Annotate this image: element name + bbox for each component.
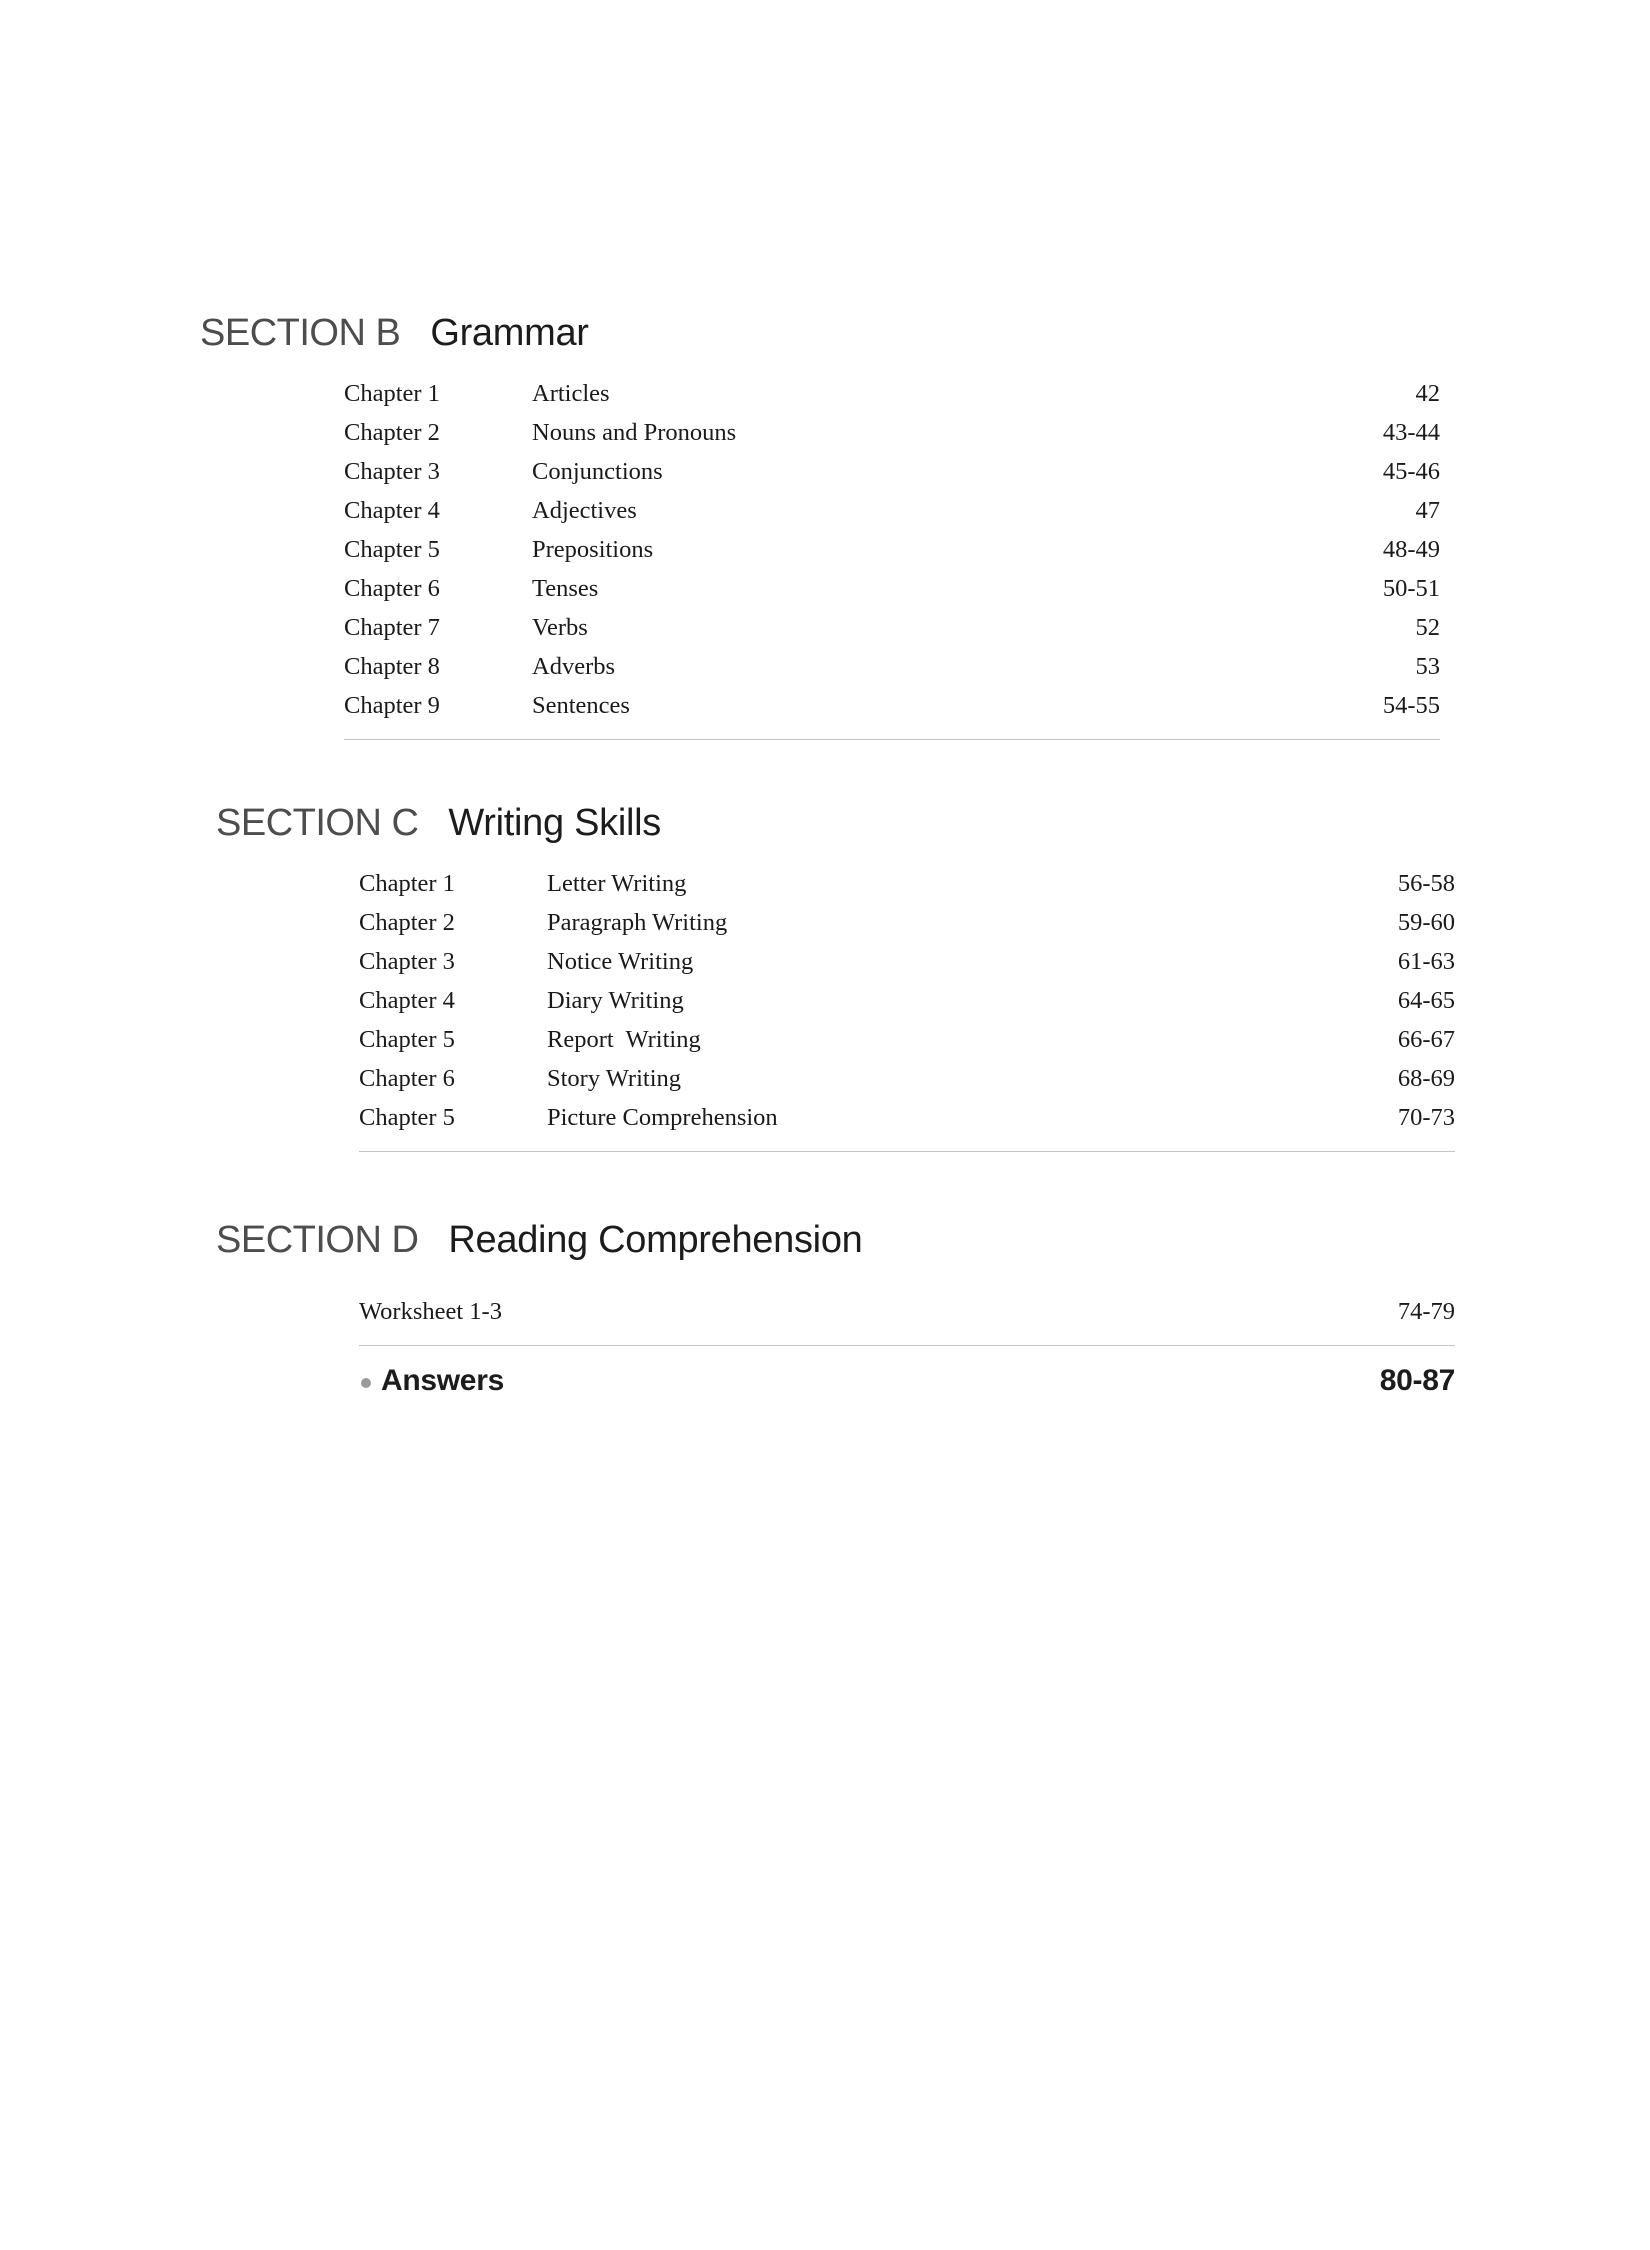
chapter-label: Chapter 8 (344, 653, 440, 680)
worksheet-label: Worksheet 1-3 (359, 1298, 502, 1325)
chapter-label: Chapter 2 (359, 909, 455, 936)
chapter-label: Chapter 6 (344, 575, 440, 602)
chapter-label: Chapter 5 (359, 1026, 455, 1053)
page-range: 70-73 (1397, 1104, 1455, 1131)
page-range: 45-46 (1382, 458, 1440, 485)
chapter-topic: Letter Writing (547, 870, 687, 897)
answers-entry[interactable] (359, 1360, 1455, 1410)
chapter-label: Chapter 9 (344, 692, 440, 719)
page-range: 53 (1415, 653, 1440, 680)
page-range: 52 (1415, 614, 1440, 641)
toc-row[interactable] (344, 374, 1440, 413)
page-range: 42 (1415, 380, 1440, 407)
section-b-tag: SECTION B (200, 312, 401, 354)
section-b-heading (200, 312, 589, 372)
chapter-topic: Picture Comprehension (547, 1104, 778, 1131)
section-c (216, 802, 661, 862)
chapter-topic: Prepositions (532, 536, 654, 563)
page-range: 66-67 (1397, 1026, 1455, 1053)
chapter-label: Chapter 1 (359, 870, 455, 897)
toc-row[interactable] (359, 1292, 1455, 1331)
toc-row[interactable] (344, 608, 1440, 647)
chapter-topic: Adverbs (532, 653, 616, 680)
section-c-title: Writing Skills (448, 802, 661, 844)
toc-row[interactable] (359, 864, 1455, 903)
toc-row[interactable] (359, 903, 1455, 942)
section-c-heading (216, 802, 661, 862)
chapter-label: Chapter 6 (359, 1065, 455, 1092)
chapter-topic: Paragraph Writing (547, 909, 728, 936)
chapter-label: Chapter 2 (344, 419, 440, 446)
page-range: 54-55 (1382, 692, 1440, 719)
chapter-label: Chapter 5 (359, 1104, 455, 1131)
chapter-topic: Diary Writing (547, 987, 684, 1014)
section-c-tag: SECTION C (216, 802, 419, 844)
section-b-title: Grammar (430, 312, 589, 354)
chapter-label: Chapter 5 (344, 536, 440, 563)
page-range: 56-58 (1397, 870, 1455, 897)
page-range: 61-63 (1397, 948, 1455, 975)
chapter-label: Chapter 1 (344, 380, 440, 407)
chapter-label: Chapter 4 (344, 497, 440, 524)
answers-label: Answers (381, 1364, 504, 1397)
bullet-icon (361, 1378, 371, 1388)
chapter-label: Chapter 3 (359, 948, 455, 975)
section-c-entries (359, 864, 1455, 1152)
section-b-entries (344, 374, 1440, 740)
page-range: 74-79 (1397, 1298, 1455, 1325)
chapter-topic: Adjectives (532, 497, 637, 524)
page-range: 64-65 (1397, 987, 1455, 1014)
chapter-topic: Conjunctions (532, 458, 663, 485)
toc-row[interactable] (359, 1098, 1455, 1137)
page-range: 50-51 (1382, 575, 1440, 602)
section-d-entries (359, 1292, 1455, 1346)
section-d-tag: SECTION D (216, 1219, 419, 1261)
page-range: 43-44 (1382, 419, 1440, 446)
chapter-topic: Verbs (532, 614, 588, 641)
toc-row[interactable] (344, 569, 1440, 608)
section-d-title: Reading Comprehension (448, 1219, 863, 1261)
answers-page-range: 80-87 (1379, 1364, 1455, 1397)
page-range: 59-60 (1397, 909, 1455, 936)
toc-row[interactable] (359, 981, 1455, 1020)
chapter-topic: Notice Writing (547, 948, 694, 975)
chapter-label: Chapter 4 (359, 987, 455, 1014)
chapter-label: Chapter 3 (344, 458, 440, 485)
page-range: 48-49 (1382, 536, 1440, 563)
toc-row[interactable] (359, 942, 1455, 981)
chapter-topic: Sentences (532, 692, 630, 719)
page-range: 68-69 (1397, 1065, 1455, 1092)
section-divider (359, 1345, 1455, 1346)
section-divider (359, 1151, 1455, 1152)
toc-row[interactable] (359, 1059, 1455, 1098)
chapter-topic: Nouns and Pronouns (532, 419, 737, 446)
toc-row[interactable] (344, 530, 1440, 569)
section-divider (344, 739, 1440, 740)
section-b (200, 312, 589, 372)
toc-row[interactable] (359, 1020, 1455, 1059)
toc-row[interactable] (344, 452, 1440, 491)
page-range: 47 (1415, 497, 1440, 524)
chapter-topic: Story Writing (547, 1065, 681, 1092)
chapter-topic: Articles (532, 380, 610, 407)
section-d-heading (216, 1219, 862, 1279)
toc-row[interactable] (344, 647, 1440, 686)
chapter-topic: Tenses (532, 575, 599, 602)
chapter-label: Chapter 7 (344, 614, 440, 641)
section-d (216, 1219, 862, 1279)
chapter-topic: Report Writing (547, 1026, 701, 1053)
toc-row[interactable] (344, 491, 1440, 530)
toc-row[interactable] (344, 413, 1440, 452)
toc-row[interactable] (344, 686, 1440, 725)
